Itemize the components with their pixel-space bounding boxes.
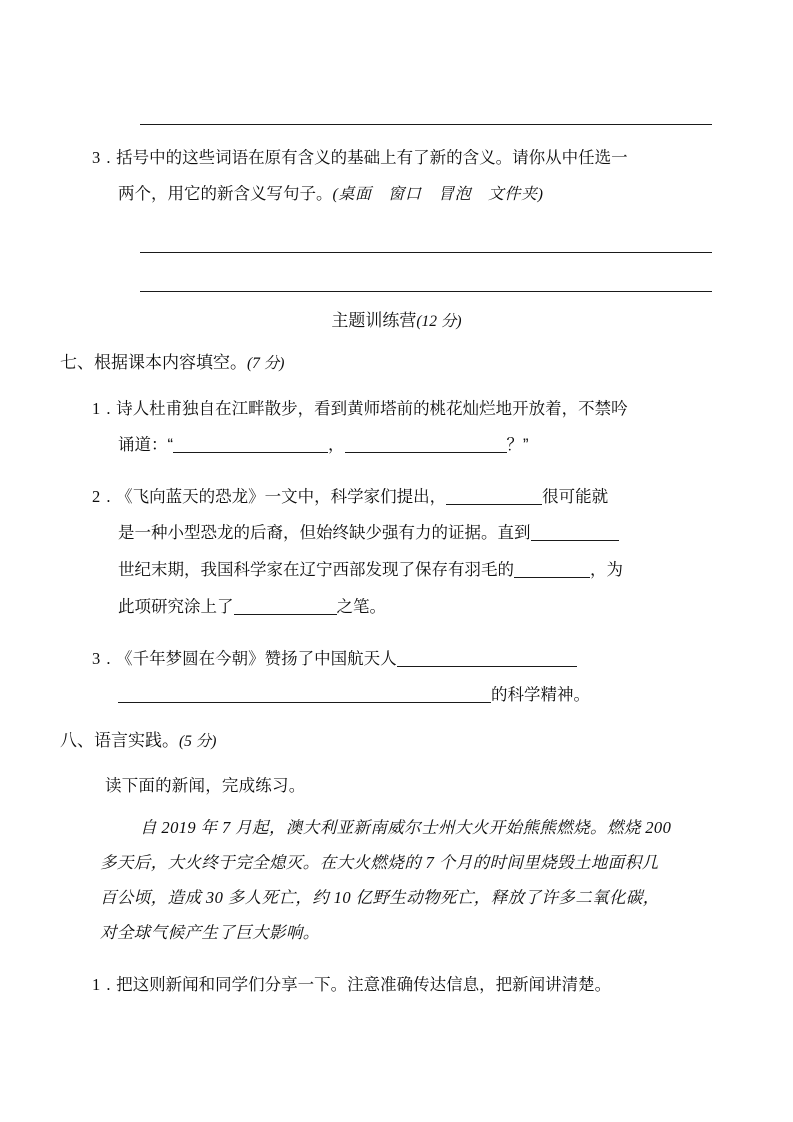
blank-dinosaur-1[interactable] bbox=[446, 489, 542, 505]
section-eight-question-1-text: 把这则新闻和同学们分享一下。注意准确传达信息，把新闻讲清楚。 bbox=[116, 976, 612, 994]
blank-dinosaur-3[interactable] bbox=[514, 562, 590, 578]
news-passage-text-3: 百公顷，造成 30 多人死亡，约 10 亿野生动物死亡，释放了许多二氧化碳， bbox=[100, 888, 660, 907]
section-eight-question-1 bbox=[92, 966, 611, 1004]
section-seven-question-2-text-f: 此项研究涂上了 bbox=[118, 598, 234, 616]
section-seven-question-2-line-3 bbox=[118, 552, 623, 589]
section-seven-question-2-text-g: 之笔。 bbox=[336, 598, 386, 616]
section-eight-heading bbox=[60, 726, 216, 751]
section-seven-heading bbox=[60, 348, 284, 373]
blank-dinosaur-2[interactable] bbox=[531, 525, 619, 541]
section-seven-score: (7 分) bbox=[247, 355, 285, 372]
blank-dinosaur-4[interactable] bbox=[234, 599, 337, 615]
section-seven-question-2-text-d: 世纪末期，我国科学家在辽宁西部发现了保存有羽毛的 bbox=[118, 561, 514, 579]
section-seven-question-3-line-2 bbox=[118, 677, 590, 714]
blank-poem-first[interactable] bbox=[173, 437, 328, 453]
news-passage-text-2: 多天后，大火终于完全熄灭。在大火燃烧的 7 个月的时间里烧毁土地面积几 bbox=[100, 853, 659, 872]
section-seven-question-1-line-1 bbox=[92, 390, 628, 428]
section-seven-question-3-number: 3 . bbox=[92, 649, 112, 668]
section-seven-title: 根据课本内容填空。 bbox=[94, 353, 247, 372]
question-3-text-line-2: 两个，用它的新含义写句子。 bbox=[118, 185, 333, 203]
news-passage-line-1 bbox=[140, 814, 671, 838]
news-passage-line-2 bbox=[100, 849, 659, 873]
section-seven-question-3-line-1 bbox=[92, 640, 577, 678]
quote-close-label: ？” bbox=[506, 436, 529, 454]
section-seven-question-2-text-a: 《飞向蓝天的恐龙》一文中，科学家们提出， bbox=[116, 488, 447, 506]
banner-score: (12 分) bbox=[416, 313, 462, 330]
banner-title: 主题训练营 bbox=[331, 311, 417, 330]
blank-spaceflight-2[interactable] bbox=[118, 687, 491, 703]
section-seven-question-2-text-c: 是一种小型恐龙的后裔，但始终缺少强有力的证据。直到 bbox=[118, 524, 531, 542]
section-seven-question-2-text-b: 很可能就 bbox=[542, 488, 609, 506]
news-passage-text-4: 对全球气候产生了巨大影响。 bbox=[100, 923, 320, 942]
question-3-text-line-1: 括号中的这些词语在原有含义的基础上有了新的含义。请你从中任选一 bbox=[116, 149, 628, 167]
section-seven-question-2-line-1 bbox=[92, 478, 608, 516]
section-seven-question-3-text-b: 的科学精神。 bbox=[491, 686, 590, 704]
section-seven-question-2-line-4 bbox=[118, 589, 386, 626]
news-passage-line-4 bbox=[100, 919, 320, 943]
section-seven-question-1-text: 诗人杜甫独自在江畔散步，看到黄师塔前的桃花灿烂地开放着，不禁吟 bbox=[116, 400, 628, 418]
news-passage-line-3 bbox=[100, 884, 660, 908]
section-eight-instruction bbox=[105, 768, 305, 805]
answer-rule-q3-2[interactable] bbox=[140, 291, 712, 292]
question-3-line-2 bbox=[118, 176, 544, 213]
blank-poem-second[interactable] bbox=[345, 437, 507, 453]
section-seven-marker: 七、 bbox=[60, 353, 94, 372]
section-seven-question-3-text-a: 《千年梦圆在今朝》赞扬了中国航天人 bbox=[116, 650, 397, 668]
poem-comma: ， bbox=[328, 436, 345, 454]
section-banner-theme-training bbox=[0, 306, 793, 331]
section-eight-instruction-text: 读下面的新闻，完成练习。 bbox=[105, 777, 306, 795]
answer-rule-top[interactable] bbox=[140, 124, 712, 125]
section-seven-question-2-text-e: ，为 bbox=[590, 561, 623, 579]
section-eight-score: (5 分) bbox=[179, 733, 217, 750]
section-eight-marker: 八、 bbox=[60, 731, 94, 750]
section-seven-question-1-number: 1 . bbox=[92, 399, 112, 418]
question-3-line-1 bbox=[92, 139, 628, 177]
quote-open-label: 诵道：“ bbox=[118, 436, 173, 454]
blank-spaceflight-1[interactable] bbox=[397, 651, 577, 667]
section-seven-question-2-number: 2 . bbox=[92, 487, 112, 506]
answer-rule-q3-1[interactable] bbox=[140, 252, 712, 253]
section-eight-title: 语言实践。 bbox=[94, 731, 179, 750]
section-eight-question-1-number: 1 . bbox=[92, 975, 112, 994]
news-passage-text-1: 自 2019 年 7 月起，澳大利亚新南威尔士州大火开始熊熊燃烧。燃烧 200 bbox=[140, 818, 672, 837]
question-3-number: 3 . bbox=[92, 148, 112, 167]
section-seven-question-2-line-2 bbox=[118, 515, 619, 552]
section-seven-question-1-line-2 bbox=[118, 427, 529, 464]
question-3-word-bank: (桌面 窗口 冒泡 文件夹) bbox=[332, 186, 544, 203]
